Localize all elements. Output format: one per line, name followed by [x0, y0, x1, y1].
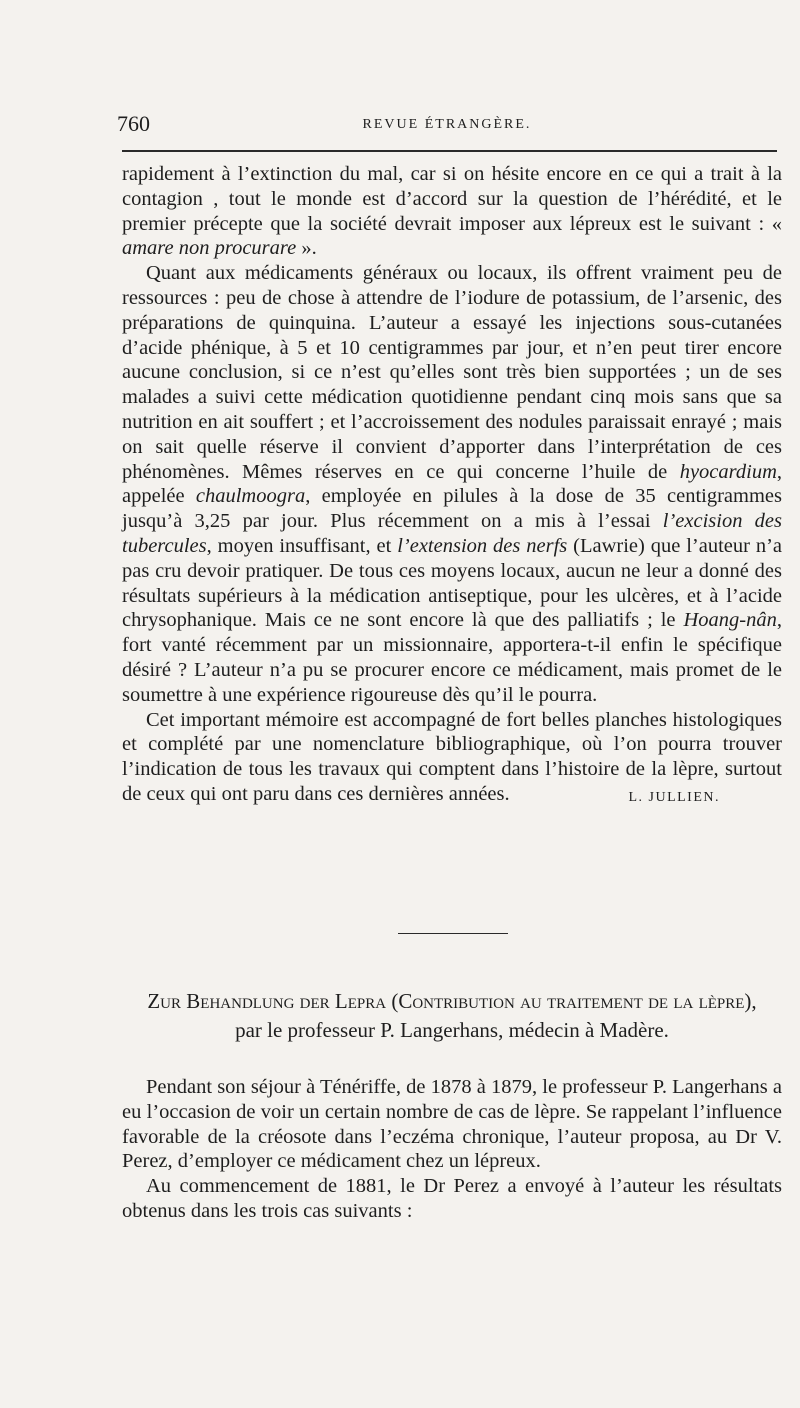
- header-rule: [122, 150, 777, 152]
- italic-term: Hoang-nân: [683, 609, 777, 632]
- text-run: , appelée: [122, 460, 782, 508]
- article-title: [122, 987, 782, 1045]
- page-header: [117, 111, 777, 141]
- italic-term: l’extension des nerfs: [397, 534, 568, 557]
- text-run: Quant aux médicaments généraux ou locaux, ils offrent vraiment peu de ressources : peu de chose à attendre de l’iodure de potassium, de l’arsenic, des préparations de quinquina. L’auteur a essayé les injections sous-cutanées d’acide phénique, à 5 et 10 centigrammes par jour, et n’en peut tirer encore aucune conclusion, si ce n’est qu’elles sont très bien supportées ; un de ses malades a suivi cette médication quotidienne pendant cinq mois sans que sa nutrition en ait souffert ; et l’accroissement des nodules paraissait enrayé ; mais on sait quelle réserve il convient d’apporter dans l’interprétation de ces phénomènes. Mêmes réserves en ce qui concerne l’huile de: [122, 262, 782, 483]
- text-run: , moyen insuffisant, et: [206, 534, 398, 557]
- text-run: , employée en pilules à la dose de 35 centigrammes jusqu’à 3,25 par jour. Plus récemment on a mis à l’essai: [122, 485, 782, 533]
- text-run: (Lawrie) que l’auteur n’a pas cru devoir pratiquer. De tous ces moyens locaux, aucun ne leur a donné des résultats supérieurs à la médication antiseptique, pour les ulcères, et à l’acide chrysophanique. Mais ce ne sont encore là que des palliatifs ; le: [122, 534, 783, 632]
- section-separator: [398, 933, 508, 934]
- review-section: [122, 162, 782, 811]
- article-body: [122, 1075, 782, 1224]
- author-signature: L. JULLIEN.: [628, 789, 720, 805]
- article-title-line-1: Zur Behandlung der Lepra (Contribution au traitement de la lèpre),: [147, 989, 757, 1013]
- italic-term: chaulmoogra: [195, 485, 306, 508]
- article-title-line-2: par le professeur P. Langerhans, médecin à Madère.: [235, 1018, 669, 1042]
- italic-phrase: amare non procurare: [122, 237, 297, 260]
- review-paragraph-3: [122, 708, 782, 807]
- italic-term: l’excision des tubercules: [122, 510, 782, 557]
- text-run: ».: [296, 237, 317, 260]
- text-run: Cet important mémoire est accompagné de fort belles planches histologiques et complété par une nomenclature bibliographique, où l’on pourra trouver l’indication de tous les travaux qui comptent dans l’histoire de la lèpre, surtout de ceux qui ont paru dans ces dernières années.: [122, 708, 782, 805]
- article-paragraph-1: Pendant son séjour à Ténériffe, de 1878 à 1879, le professeur P. Langerhans a eu l’occasion de voir un certain nombre de cas de lèpre. Se rappelant l’influence favorable de la créosote dans l’eczéma chronique, l’auteur proposa, au Dr V. Perez, d’employer ce médicament chez un lépreux.: [122, 1076, 782, 1173]
- italic-term: hyocardium: [679, 460, 777, 483]
- review-paragraph-2: [122, 261, 782, 707]
- running-title: REVUE ÉTRANGÈRE.: [362, 117, 532, 132]
- page-number: 760: [117, 111, 150, 136]
- review-paragraph-1: [122, 162, 782, 261]
- text-run: rapidement à l’extinction du mal, car si on hésite encore en ce qui a trait à la contagion , tout le monde est d’accord sur la question de l’hérédité, et le premier précepte que la société devrait imposer aux lépreux est le suivant : «: [122, 163, 782, 235]
- text-run: , fort vanté récemment par un missionnaire, apportera-t-il enfin le spécifique désiré ? L’auteur n’a pu se procurer encore ce médicament, mais promet de le soumettre à une expérience rigoureuse dès qu’il le pourra.: [122, 609, 782, 706]
- article-paragraph-2: Au commencement de 1881, le Dr Perez a envoyé à l’auteur les résultats obtenus dans les trois cas suivants :: [122, 1175, 782, 1222]
